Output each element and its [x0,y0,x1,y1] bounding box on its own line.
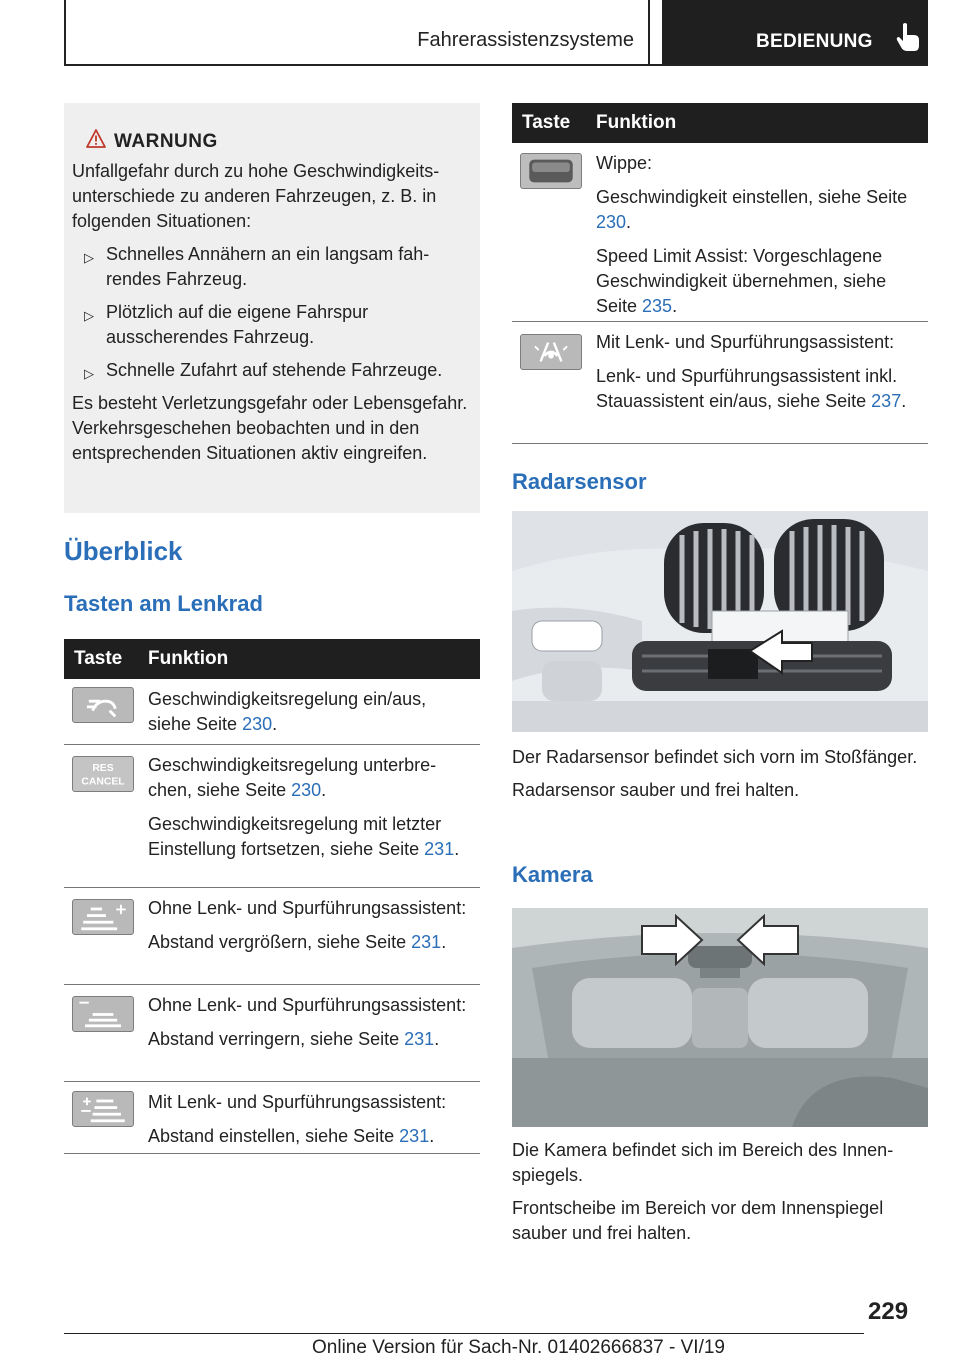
camera-text [512,1138,928,1254]
camera-photo [512,908,928,1127]
warning-list-item [72,358,470,383]
page-link[interactable]: 230 [291,780,322,800]
table-row [64,888,480,985]
column-header-key: Taste [522,112,571,133]
steering-buttons-table-continued [512,103,928,444]
warning-intro: Unfallgefahr durch zu hohe Geschwindigkeitsunterschiede zu anderen Fahrzeugen, z. B. in folgenden Situationen: [72,161,440,231]
function-text: Geschwindigkeit einstellen, siehe Seite 230. [596,187,908,232]
rocker-switch-icon [520,153,582,189]
page-link[interactable]: 237 [871,391,902,411]
table-header [512,103,928,143]
page-link[interactable]: 231 [424,839,455,859]
warning-title [114,131,470,153]
warning-outro: Es besteht Verletzungsgefahr oder Lebensgefahr. Verkehrsgeschehen beobachten und in den entsprechenden Situationen aktiv eingreifen. [72,393,468,463]
page-number: 229 [868,1298,909,1325]
header-section-box [64,0,650,64]
table-row [512,143,928,322]
triangle-bullet-icon: ▷ [84,308,94,323]
radar-sensor-photo [512,511,928,732]
footer-version-text: Online Version für Sach-Nr. 01402666837 - VI/19 [312,1337,725,1358]
radar-text [512,745,928,811]
camera-paragraph: Frontscheibe im Bereich vor dem Innenspiegel sauber und frei halten. [512,1198,884,1243]
triangle-bullet-icon: ▷ [84,366,94,381]
overview-heading: Überblick [64,536,183,566]
header-chapter-box [662,0,928,64]
camera-heading: Kamera [512,862,593,887]
distance-adjust-icon [72,1091,134,1127]
warning-list-item [72,242,470,292]
function-text: Abstand verringern, siehe Seite 231. [148,1029,440,1049]
function-text: Ohne Lenk- und Spurführungsassistent: [148,898,467,918]
camera-paragraph: Die Kamera befindet sich im Bereich des Innenspiegels. [512,1140,894,1185]
res-cancel-icon [72,756,134,792]
key-label-cancel: CANCEL [81,776,125,788]
radar-heading: Radarsensor [512,469,647,494]
warning-title-text: WARNUNG [114,131,218,152]
function-text: Lenk- und Spurführungsassistent inkl. Stauassistent ein/aus, siehe Seite 237. [596,366,907,411]
function-text: Speed Limit Assist: Vorgeschlagene Geschwindigkeit übernehmen, siehe Seite 235. [596,246,887,316]
function-text: Mit Lenk- und Spurführungsassistent: [596,332,895,352]
table-row [64,1082,480,1154]
steering-buttons-table [64,639,480,1154]
warning-item-text: Schnelles Annähern an ein langsam fahrendes Fahrzeug. [106,244,430,289]
radar-paragraph: Radarsensor sauber und frei halten. [512,780,800,800]
table-row [64,745,480,888]
distance-decrease-icon [72,996,134,1032]
steering-buttons-heading: Tasten am Lenkrad [64,591,263,616]
radar-paragraph: Der Radarsensor befindet sich vorn im Stoßfänger. [512,747,918,767]
table-row [64,679,480,745]
warning-box [64,103,480,513]
warning-item-text: Plötzlich auf die eigene Fahrspur ausscherendes Fahrzeug. [106,302,369,347]
warning-list [72,242,470,383]
warning-item-text: Schnelle Zufahrt auf stehende Fahrzeuge. [106,360,443,380]
page-link[interactable]: 235 [642,296,673,316]
function-text: Ohne Lenk- und Spurführungsassistent: [148,995,467,1015]
function-text: Abstand vergrößern, siehe Seite 231. [148,932,447,952]
page-link[interactable]: 231 [411,932,442,952]
page-link[interactable]: 230 [242,714,273,734]
column-header-key: Taste [74,648,123,669]
function-text: Mit Lenk- und Spurführungsassistent: [148,1092,447,1112]
column-header-function: Funktion [148,648,229,669]
header-rule [64,64,928,66]
page-link[interactable]: 231 [404,1029,435,1049]
triangle-bullet-icon: ▷ [84,250,94,265]
column-header-function: Funktion [596,112,677,133]
warning-triangle-icon [86,129,106,148]
hand-pointer-icon [894,22,922,52]
warning-list-item [72,300,470,350]
page-link[interactable]: 231 [399,1126,430,1146]
table-header [64,639,480,679]
key-label-res: RES [92,763,114,775]
function-text: Geschwindigkeitsregelung ein/aus, siehe Seite 230. [148,689,427,734]
header-section-title: Fahrerassistenzsysteme [417,29,634,51]
table-row [64,985,480,1082]
function-text: Wippe: [596,153,653,173]
footer-rule [64,1333,864,1334]
distance-increase-icon [72,899,134,935]
header-chapter-title: BEDIENUNG [756,31,873,52]
function-text: Geschwindigkeitsregelung unterbrechen, siehe Seite 230. [148,755,437,800]
function-text: Geschwindigkeitsregelung mit letzter Einstellung fortsetzen, siehe Seite 231. [148,814,460,859]
page-link[interactable]: 230 [596,212,627,232]
steering-assist-icon [520,334,582,370]
function-text: Abstand einstellen, siehe Seite 231. [148,1126,435,1146]
table-row [512,322,928,444]
cruise-control-icon [72,687,134,723]
